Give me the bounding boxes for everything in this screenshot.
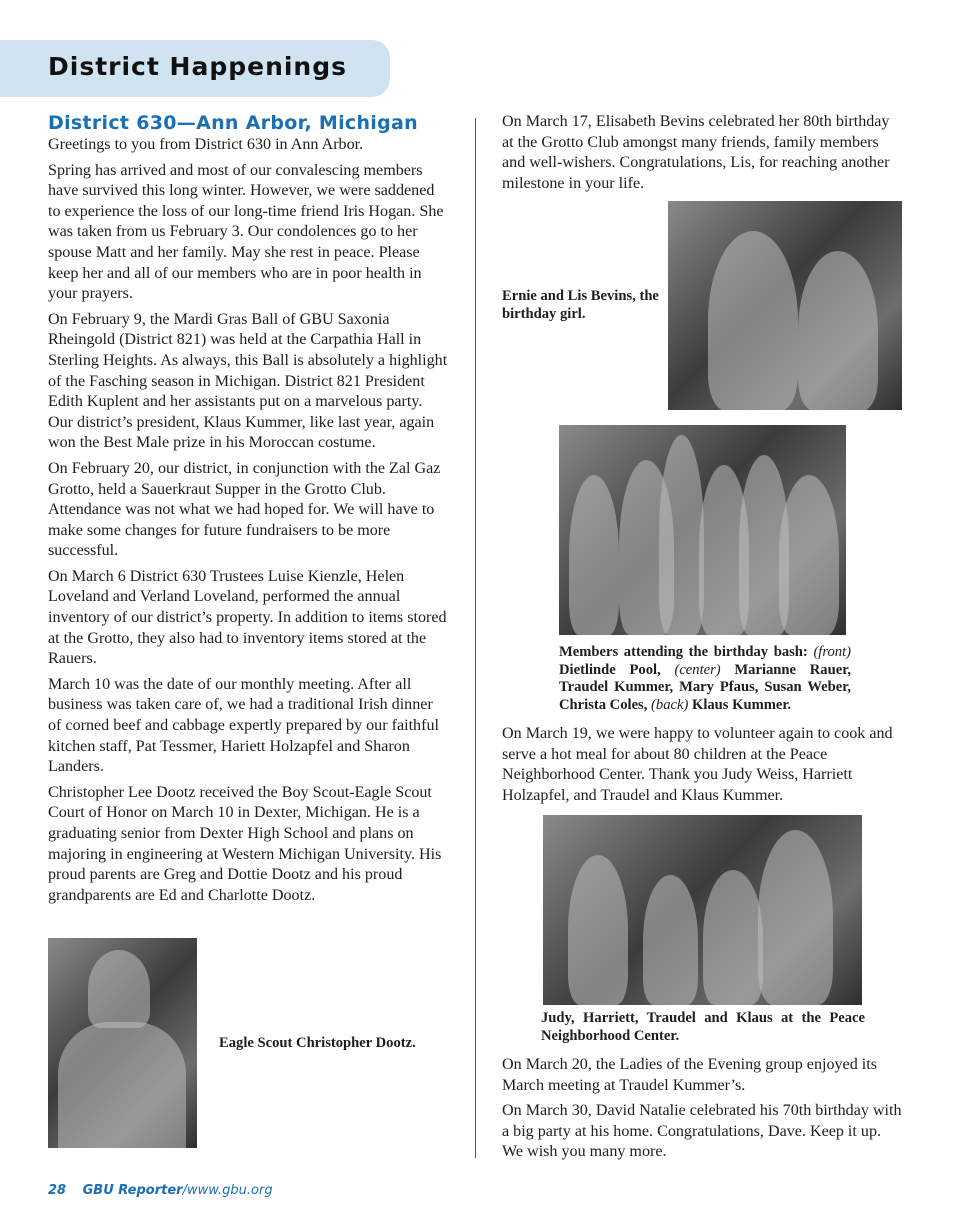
kitchen-photo [543, 815, 862, 1005]
members-front: Dietlinde Pool, [559, 661, 661, 678]
column-divider [475, 118, 476, 1158]
eagle-scout-caption: Eagle Scout Christopher Dootz. [219, 1035, 416, 1051]
paragraph: On March 19, we were happy to volunteer again to cook and serve a hot meal for about 80 children at the Peace Neighborhood Center. Thank you Judy Weiss, Harriett Holzapfel, and Traudel and Klaus Kummer. [502, 725, 893, 804]
paragraph: On March 17, Elisabeth Bevins celebrated her 80th birthday at the Grotto Club amongst many friends, family members and well-wishers. Congratulations, Lis, for reaching another milestone in your life. [502, 113, 890, 192]
members-caption-lead: Members attending the birthday bash: [559, 644, 808, 660]
right-column-end [502, 1055, 902, 1168]
caption-tag-center: (center) [674, 661, 721, 678]
members-photo [559, 425, 846, 635]
paragraph: Greetings to you from District 630 in Ann Arbor. [48, 136, 364, 153]
right-column [502, 112, 902, 199]
section-banner [0, 40, 390, 97]
paragraph: Spring has arrived and most of our convalescing members have survived this long winter. However, we were saddened to experience the loss of our long-time friend Iris Hogan. She was taken from us February 3. Our condolences go to her spouse Matt and her family. May she rest in peace. Please keep her and all of our members who are in poor health in your prayers. [48, 161, 444, 303]
paragraph: On March 30, David Natalie celebrated his 70th birthday with a big party at his home. Congratulations, Dave. Keep it up. We wish you many more. [502, 1102, 902, 1161]
left-column [48, 112, 450, 911]
paragraph: On February 20, our district, in conjunction with the Zal Gaz Grotto, held a Sauerkraut Supper in the Grotto Club. Attendance was not what we had hoped for. We will have to make some changes for future fundraisers to be more successful. [48, 459, 441, 560]
article-heading: District 630—Ann Arbor, Michigan [48, 112, 418, 134]
bevins-photo [668, 201, 902, 410]
publication-name: GBU Reporter [82, 1183, 183, 1198]
members-caption [559, 644, 851, 714]
page-number: 28 [48, 1183, 67, 1198]
paragraph: Christopher Lee Dootz received the Boy Scout-Eagle Scout Court of Honor on March 10 in Dexter, Michigan. He is a graduating senior from Dexter High School and plans on majoring in engineering at Western Michigan University. His proud parents are Greg and Dottie Dootz and his proud grandparents are Ed and Charlotte Dootz. [48, 783, 442, 904]
caption-tag-front: (front) [813, 644, 851, 660]
paragraph: On March 6 District 630 Trustees Luise Kienzle, Helen Loveland and Verland Loveland, performed the annual inventory of our district’s property. In addition to items stored at the Grotto, they also had to inventory items stored at the Rauers. [48, 567, 447, 668]
members-back: Klaus Kummer. [691, 696, 792, 713]
caption-tag-back: (back) [651, 696, 689, 713]
paragraph: March 10 was the date of our monthly meeting. After all business was taken care of, we had a traditional Irish dinner of corned beef and cabbage expertly prepared by our faithful kitchen staff, Pat Tessmer, Hariett Holzapfel and Sharon Landers. [48, 675, 439, 776]
section-title: District Happenings [48, 52, 348, 81]
kitchen-caption: Judy, Harriett, Traudel and Klaus at the Peace Neighborhood Center. [541, 1010, 865, 1044]
bevins-caption: Ernie and Lis Bevins, the birthday girl. [502, 288, 659, 322]
publication-url: /www.gbu.org [182, 1183, 273, 1198]
page-footer [48, 1183, 273, 1198]
eagle-scout-photo [48, 938, 197, 1148]
paragraph: On March 20, the Ladies of the Evening group enjoyed its March meeting at Traudel Kummer’s. [502, 1056, 877, 1094]
paragraph: On February 9, the Mardi Gras Ball of GBU Saxonia Rheingold (District 821) was held at the Carpathia Hall in Sterling Heights. As always, this Ball is absolutely a highlight of the Fasching season in Michigan. District 821 President Edith Kuplent and her assistants put on a marvelous party. Our district’s president, Klaus Kummer, like last year, again won the Best Male prize in his Moroccan costume. [48, 310, 448, 452]
members-center: Marianne Rauer, Traudel Kummer, Mary Pfaus, Susan Weber, Christa Coles, [559, 661, 851, 713]
